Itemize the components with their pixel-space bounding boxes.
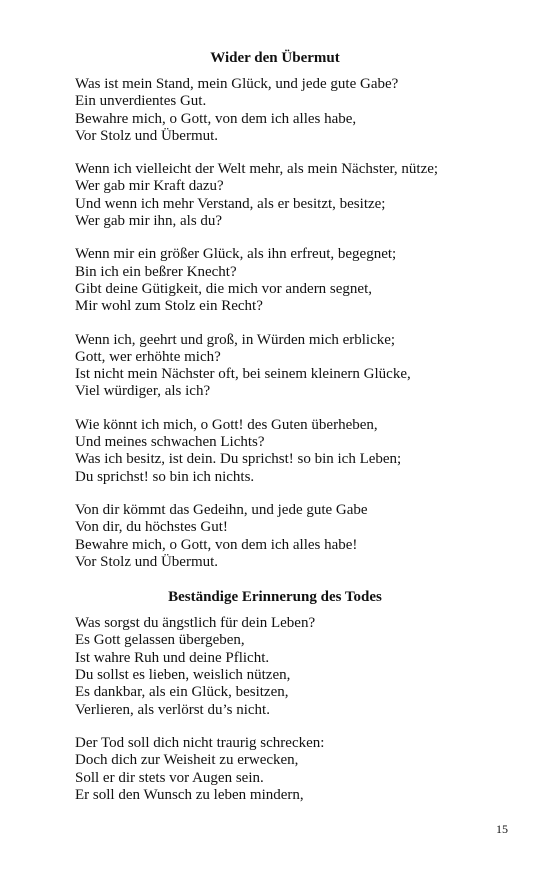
- stanza: [75, 161, 475, 230]
- verse-line: Was ist mein Stand, mein Glück, und jede gute Gabe?: [75, 76, 399, 92]
- stanza: [75, 502, 475, 571]
- verse-line: Viel würdiger, als ich?: [75, 383, 211, 400]
- verse-line: Bewahre mich, o Gott, von dem ich alles habe!: [75, 536, 358, 553]
- poem-title: Wider den Übermut: [210, 50, 340, 66]
- stanza: [75, 246, 475, 315]
- poem: [75, 48, 475, 571]
- stanza: [75, 417, 475, 486]
- verse-line: Bin ich ein beßrer Knecht?: [75, 263, 237, 280]
- verse-line: Es dankbar, als ein Glück, besitzen,: [75, 684, 289, 701]
- verse-line: Vor Stolz und Übermut.: [75, 553, 219, 570]
- verse-line: Vor Stolz und Übermut.: [75, 127, 219, 144]
- verse-line: Wer gab mir ihn, als du?: [75, 213, 223, 230]
- stanza: [75, 332, 475, 401]
- verse-line: Was sorgst du ängstlich für dein Leben?: [75, 615, 316, 632]
- verse-line: Von dir kömmt das Gedeihn, und jede gute Gabe: [75, 501, 368, 518]
- verse-line: Und wenn ich mehr Verstand, als er besitzt, besitze;: [75, 195, 386, 212]
- verse-line: Ein unverdientes Gut.: [75, 93, 207, 110]
- stanza: [75, 735, 475, 804]
- verse-line: Gott, wer erhöhte mich?: [75, 348, 221, 365]
- verse-line: Soll er dir stets vor Augen sein.: [75, 769, 264, 786]
- verse-line: Mir wohl zum Stolz ein Recht?: [75, 298, 263, 315]
- verse-line: Du sollst es lieben, weislich nützen,: [75, 667, 291, 684]
- verse-line: Verlieren, als verlörst du’s nicht.: [75, 701, 270, 718]
- page-number: 15: [496, 822, 508, 836]
- stanza: [75, 76, 475, 145]
- verse-line: Was ich besitz, ist dein. Du sprichst! so bin ich Leben;: [75, 451, 402, 468]
- verse-line: Doch dich zur Weisheit zu erwecken,: [75, 752, 299, 769]
- verse-line: Und meines schwachen Lichts?: [75, 434, 265, 451]
- verse-line: Wer gab mir Kraft dazu?: [75, 178, 224, 195]
- verse-line: Es Gott gelassen übergeben,: [75, 632, 245, 649]
- verse-line: Gibt deine Gütigkeit, die mich vor andern segnet,: [75, 280, 373, 297]
- verse-line: Wenn mir ein größer Glück, als ihn erfreut, begegnet;: [75, 246, 397, 263]
- verse-line: Er soll den Wunsch zu leben mindern,: [75, 786, 304, 803]
- poem: [75, 587, 475, 804]
- poem-title: Beständige Erinnerung des Todes: [168, 589, 382, 606]
- verse-line: Bewahre mich, o Gott, von dem ich alles habe,: [75, 110, 357, 127]
- verse-line: Von dir, du höchstes Gut!: [75, 519, 228, 536]
- verse-line: Der Tod soll dich nicht traurig schrecken:: [75, 734, 325, 751]
- verse-line: Wenn ich, geehrt und groß, in Würden mich erblicke;: [75, 331, 396, 348]
- verse-line: Wie könnt ich mich, o Gott! des Guten überheben,: [75, 416, 378, 433]
- verse-line: Ist wahre Ruh und deine Pflicht.: [75, 649, 270, 666]
- verse-line: Ist nicht mein Nächster oft, bei seinem kleinern Glücke,: [75, 366, 411, 383]
- verse-line: Wenn ich vielleicht der Welt mehr, als mein Nächster, nütze;: [75, 161, 439, 178]
- verse-line: Du sprichst! so bin ich nichts.: [75, 468, 255, 485]
- stanza: [75, 615, 475, 719]
- page-content: [75, 48, 475, 820]
